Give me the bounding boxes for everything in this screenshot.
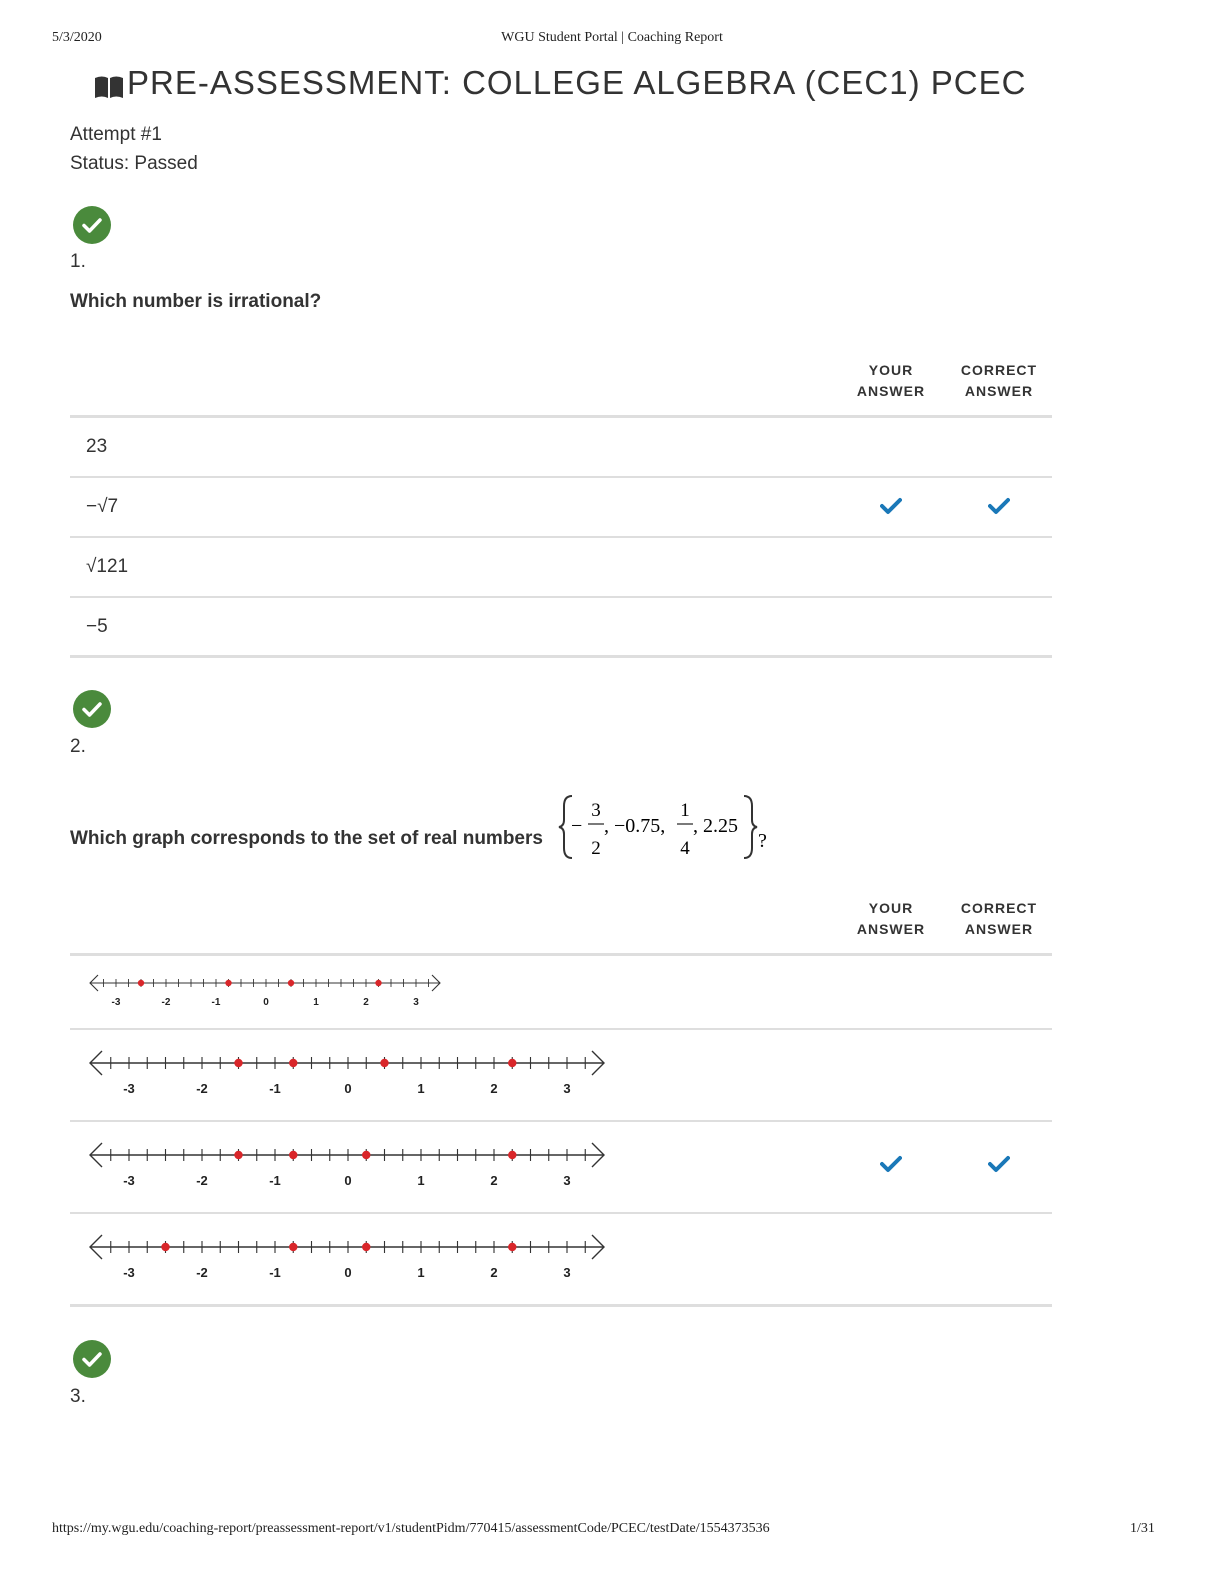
number-line-label: 3 (413, 997, 419, 1008)
number-line-dot (508, 1243, 516, 1251)
answer-option: −5 (86, 616, 108, 637)
question-number: 1. (70, 251, 86, 272)
divider (70, 655, 1052, 658)
divider (70, 415, 1052, 418)
set-middle: , −0.75, (604, 815, 666, 837)
divider (70, 1304, 1052, 1307)
divider (70, 536, 1052, 538)
divider (70, 1028, 1052, 1030)
number-line-dot (508, 1151, 516, 1159)
number-line-label: 3 (563, 1081, 571, 1096)
number-line-dot (289, 1059, 297, 1067)
number-line-label: 2 (490, 1265, 498, 1280)
number-line-dot (375, 980, 381, 986)
answer-option: 23 (86, 436, 108, 457)
question-number: 2. (70, 736, 86, 757)
number-line-dot (288, 980, 294, 986)
divider (70, 953, 1052, 956)
question-text: Which graph corresponds to the set of real numbers (70, 828, 543, 849)
number-line-label: 0 (344, 1265, 352, 1280)
attempt-number: Attempt #1 (70, 124, 162, 145)
number-line-label: -1 (269, 1265, 281, 1280)
correct-answer-header: CORRECT ANSWER (960, 900, 1038, 937)
set-num-1: 3 (591, 800, 601, 821)
print-date: 5/3/2020 (52, 30, 102, 45)
set-den-1: 2 (591, 838, 601, 859)
number-line-dot (362, 1151, 370, 1159)
set-den-2: 4 (680, 838, 690, 859)
number-line-label: 1 (417, 1081, 425, 1096)
divider (70, 1212, 1052, 1214)
number-line-dot (289, 1151, 297, 1159)
number-line-option (86, 1046, 610, 1104)
number-line-label: -1 (269, 1081, 281, 1096)
question-text: Which number is irrational? (70, 291, 322, 312)
number-line-label: -2 (196, 1081, 208, 1096)
checkmark-icon (988, 497, 1010, 515)
number-line-dot (380, 1059, 388, 1067)
answer-option: −√7 (86, 496, 119, 517)
correct-answer-header: CORRECT ANSWER (960, 362, 1038, 399)
your-answer-header: YOUR ANSWER (856, 900, 926, 937)
number-line-label: -2 (196, 1265, 208, 1280)
divider (70, 476, 1052, 478)
number-line-label: 0 (344, 1173, 352, 1188)
number-line-option (86, 970, 446, 1014)
number-line-label: -1 (211, 997, 221, 1008)
number-line-label: 1 (417, 1173, 425, 1188)
book-icon (94, 74, 124, 100)
number-line-option (86, 1230, 610, 1288)
checkmark-icon (880, 1155, 902, 1173)
check-circle-icon (73, 690, 111, 728)
page-title-row (94, 64, 1026, 102)
page-title: PRE-ASSESSMENT: COLLEGE ALGEBRA (CEC1) PCEC (127, 64, 1027, 101)
set-neg-sign: − (571, 815, 583, 837)
set-last: , 2.25 (693, 815, 738, 837)
your-answer-header: YOUR ANSWER (856, 362, 926, 399)
print-page-title: WGU Student Portal | Coaching Report (501, 30, 723, 45)
checkmark-icon (988, 1155, 1010, 1173)
divider (70, 1120, 1052, 1122)
question-mark: ? (758, 830, 767, 852)
number-line-label: 3 (563, 1173, 571, 1188)
attempt-status: Status: Passed (70, 153, 198, 174)
number-line-label: 1 (417, 1265, 425, 1280)
set-notation (558, 792, 772, 862)
number-line-dot (362, 1243, 370, 1251)
number-line-label: -3 (123, 1081, 135, 1096)
question-number: 3. (70, 1386, 86, 1407)
number-line-dot (508, 1059, 516, 1067)
set-num-2: 1 (680, 800, 690, 821)
number-line-option (86, 1138, 610, 1196)
checkmark-icon (880, 497, 902, 515)
number-line-dot (234, 1151, 242, 1159)
number-line-label: -1 (269, 1173, 281, 1188)
number-line-dot (289, 1243, 297, 1251)
number-line-dot (138, 980, 144, 986)
number-line-label: -3 (123, 1173, 135, 1188)
number-line-label: 0 (263, 997, 269, 1008)
print-url: https://my.wgu.edu/coaching-report/preassessment-report/v1/studentPidm/770415/assessmentCode/PCEC/testDate/1554373536 (52, 1521, 770, 1536)
number-line-label: -2 (196, 1173, 208, 1188)
number-line-label: 2 (363, 997, 369, 1008)
number-line-dot (225, 980, 231, 986)
number-line-label: 2 (490, 1173, 498, 1188)
attempt-info (70, 120, 198, 178)
number-line-label: 0 (344, 1081, 352, 1096)
number-line-label: 3 (563, 1265, 571, 1280)
number-line-label: -2 (161, 997, 171, 1008)
divider (70, 596, 1052, 598)
answer-option: √121 (86, 556, 129, 577)
number-line-label: -3 (111, 997, 121, 1008)
number-line-label: -3 (123, 1265, 135, 1280)
print-page-number: 1/31 (1130, 1521, 1155, 1536)
number-line-label: 2 (490, 1081, 498, 1096)
number-line-dot (161, 1243, 169, 1251)
check-circle-icon (73, 206, 111, 244)
check-circle-icon (73, 1340, 111, 1378)
number-line-label: 1 (313, 997, 319, 1008)
number-line-dot (234, 1059, 242, 1067)
